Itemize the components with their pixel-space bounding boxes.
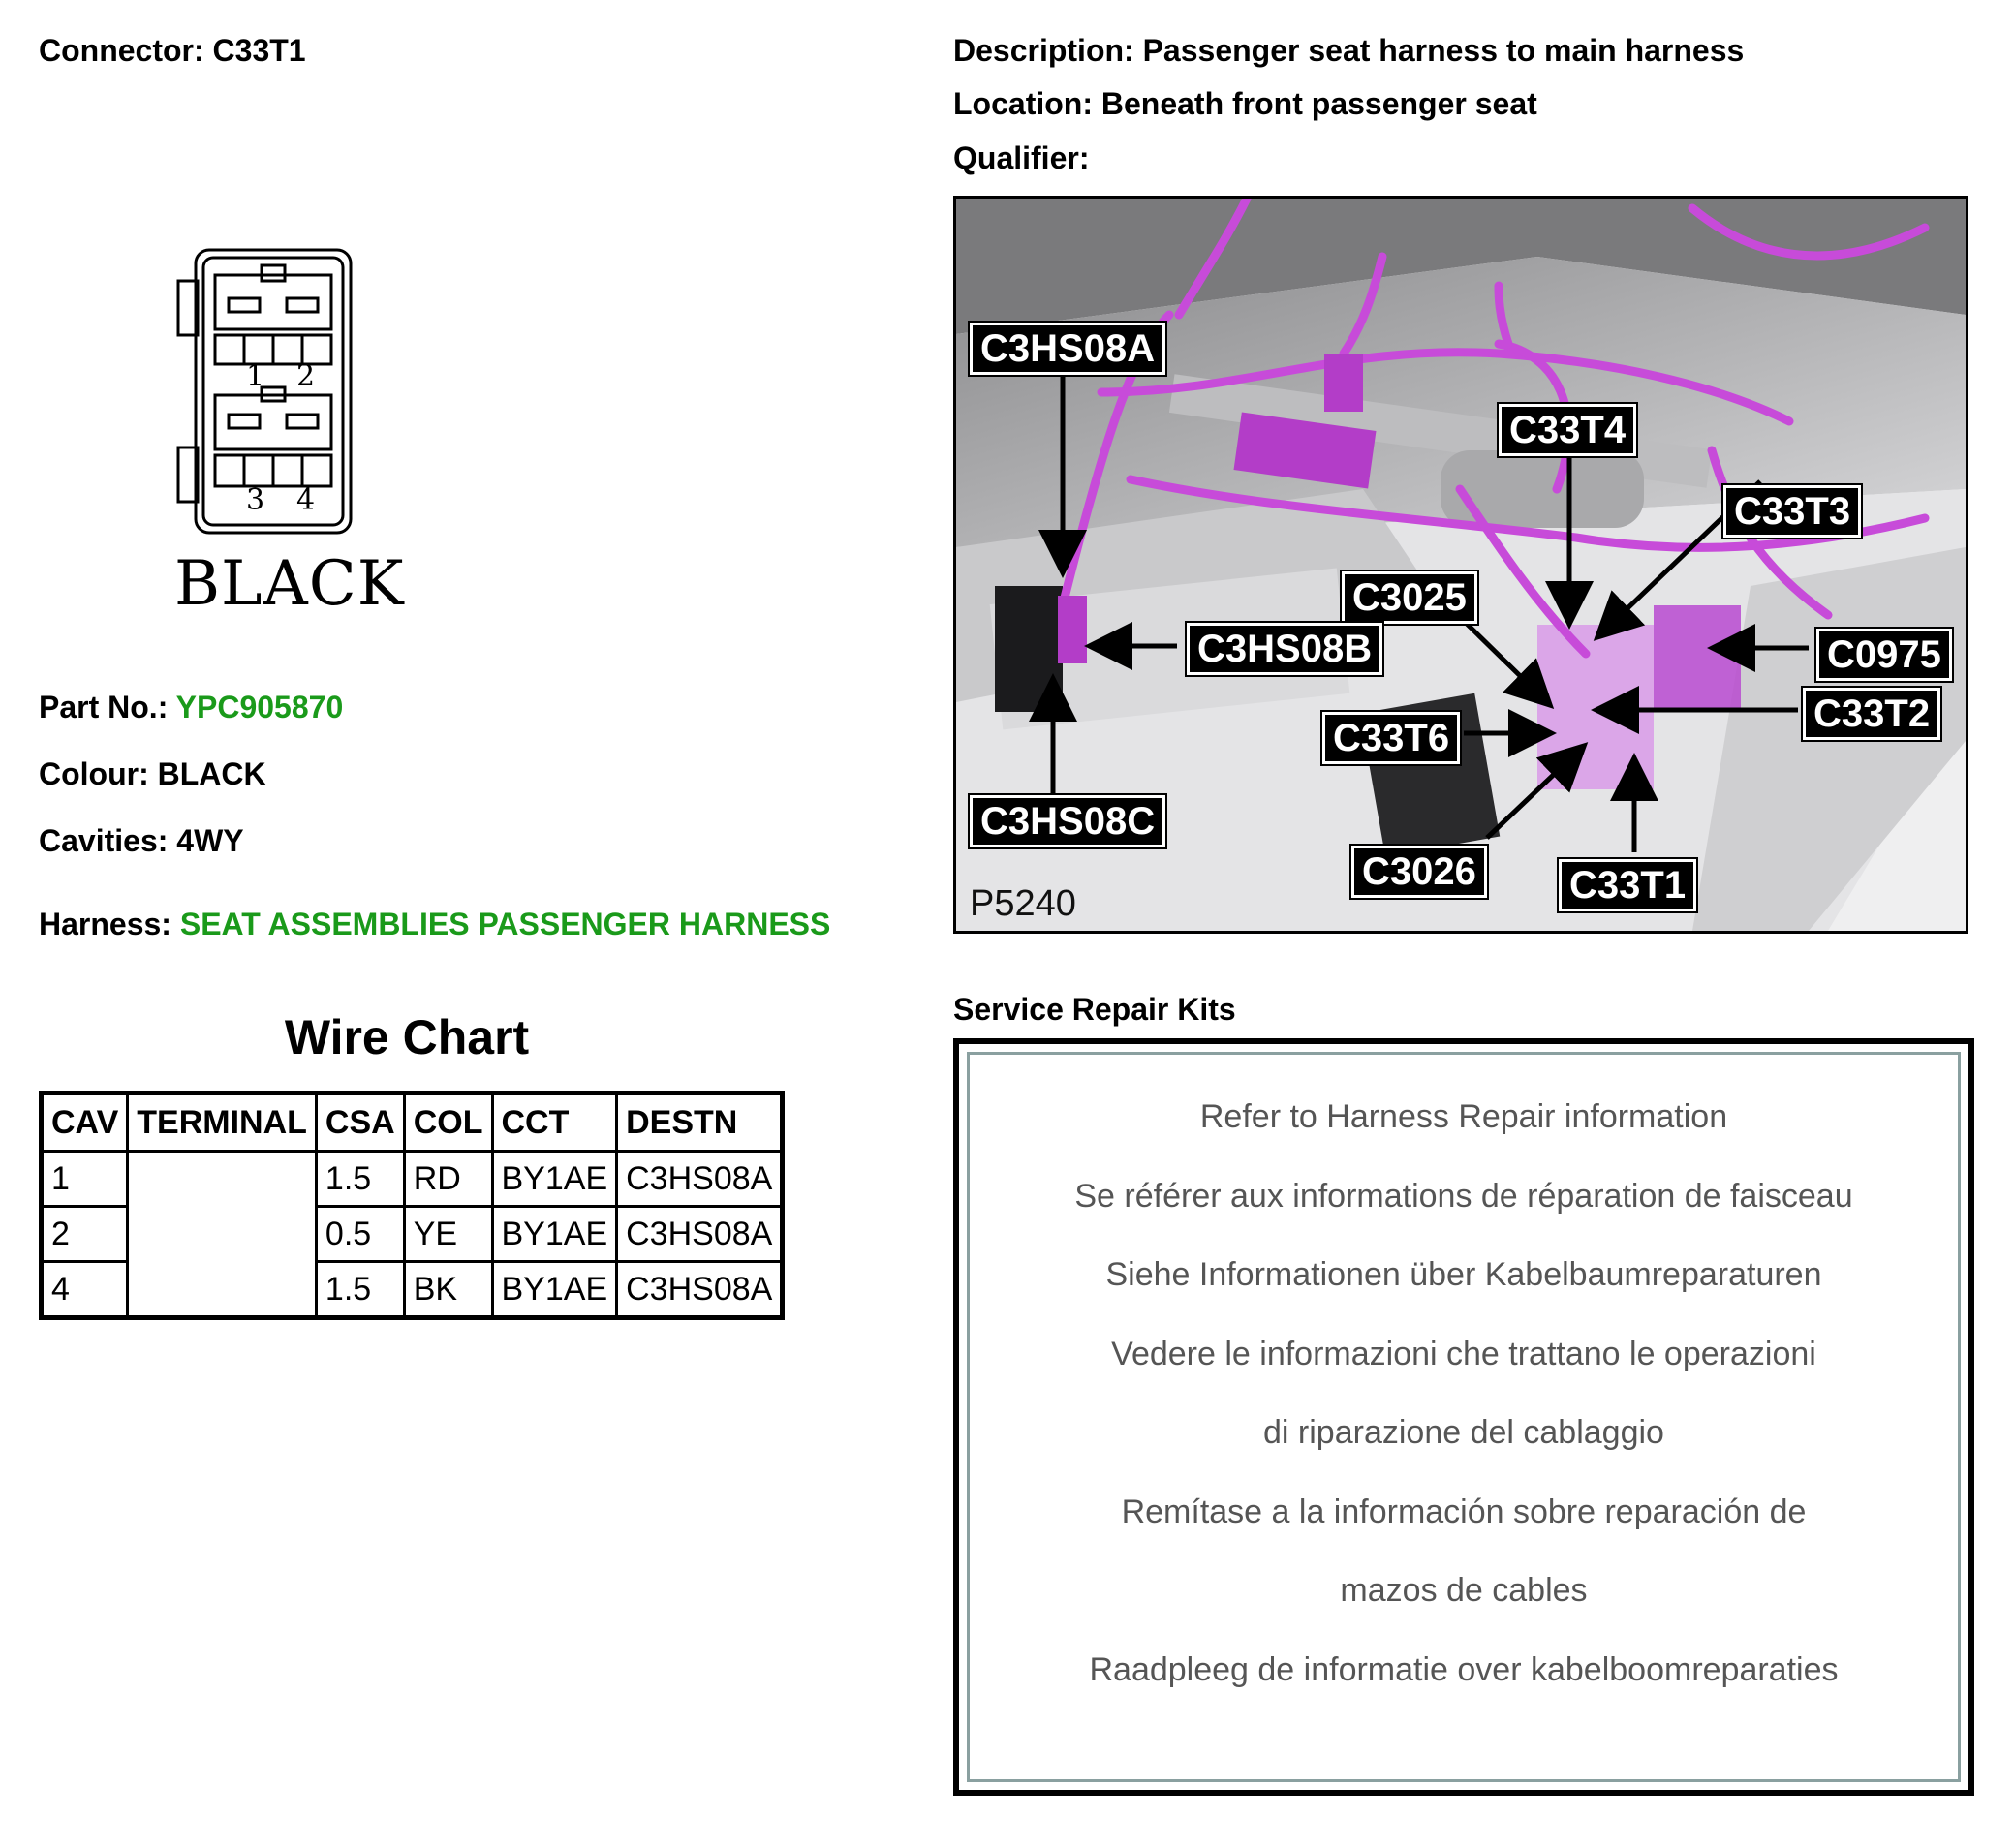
- connector-field: [39, 33, 306, 69]
- description-field: [953, 33, 1744, 69]
- column-header-csa: CSA: [316, 1093, 404, 1152]
- connector-location-photo: [953, 196, 1968, 934]
- repair-info-line: Se référer aux informations de réparation de faisceau: [1074, 1177, 1853, 1215]
- colour-field: [39, 756, 266, 792]
- callout-c3025: C3025: [1342, 571, 1477, 624]
- cavity-number: 1: [246, 359, 265, 393]
- cav-cell: 4: [42, 1262, 128, 1318]
- column-header-terminal: TERMINAL: [128, 1093, 317, 1152]
- cav-cell: 2: [42, 1207, 128, 1262]
- connector-label: Connector:: [39, 33, 204, 68]
- callout-c33t6: C33T6: [1322, 712, 1460, 764]
- callout-c33t2: C33T2: [1803, 688, 1940, 740]
- colour-value: BLACK: [157, 756, 266, 791]
- cavities-value: 4WY: [176, 823, 244, 858]
- csa-cell: 1.5: [316, 1262, 404, 1318]
- callout-c3hs08a: C3HS08A: [970, 323, 1165, 375]
- column-header-cav: CAV: [42, 1093, 128, 1152]
- csa-cell: 0.5: [316, 1207, 404, 1262]
- destn-cell: C3HS08A: [617, 1207, 783, 1262]
- repair-info-line: di riparazione del cablaggio: [1263, 1414, 1664, 1451]
- repair-info-panel: [967, 1052, 1961, 1782]
- cavities-label: Cavities:: [39, 823, 169, 858]
- description-label: Description:: [953, 33, 1134, 68]
- destn-cell: C3HS08A: [617, 1262, 783, 1318]
- column-header-destn: DESTN: [617, 1093, 783, 1152]
- colour-label: Colour:: [39, 756, 149, 791]
- col-cell: RD: [404, 1152, 492, 1207]
- connector-colour-caption: BLACK: [174, 548, 405, 620]
- location-field: [953, 86, 1537, 122]
- cavities-field: [39, 823, 244, 859]
- location-value: Beneath front passenger seat: [1100, 86, 1537, 121]
- repair-info-line: Siehe Informationen über Kabelbaumreparaturen: [1105, 1256, 1822, 1293]
- connector-face-diagram: [172, 242, 366, 547]
- part-no-label: Part No.:: [39, 690, 169, 724]
- connector-value: C33T1: [212, 33, 306, 68]
- destn-cell: C3HS08A: [617, 1152, 783, 1207]
- harness-link[interactable]: SEAT ASSEMBLIES PASSENGER HARNESS: [179, 907, 831, 941]
- cavity-number: 4: [296, 483, 316, 517]
- repair-info-line: mazos de cables: [1340, 1572, 1588, 1609]
- column-header-col: COL: [404, 1093, 492, 1152]
- harness-label: Harness:: [39, 907, 171, 941]
- callout-c3hs08b: C3HS08B: [1187, 623, 1382, 675]
- table-row: [42, 1152, 783, 1207]
- callout-c33t1: C33T1: [1559, 859, 1696, 911]
- csa-cell: 1.5: [316, 1152, 404, 1207]
- terminal-cell: [128, 1152, 317, 1318]
- callout-c33t4: C33T4: [1499, 404, 1636, 456]
- repair-info-line: Raadpleeg de informatie over kabelboomreparaties: [1089, 1650, 1839, 1688]
- repair-info-line: Refer to Harness Repair information: [1199, 1098, 1728, 1135]
- column-header-cct: CCT: [492, 1093, 617, 1152]
- qualifier-label: Qualifier:: [953, 140, 1090, 175]
- col-cell: YE: [404, 1207, 492, 1262]
- photo-reference-id: P5240: [970, 883, 1076, 924]
- cct-cell: BY1AE: [492, 1207, 617, 1262]
- cav-cell: 1: [42, 1152, 128, 1207]
- wire-chart-table: [39, 1091, 785, 1320]
- callout-c33t3: C33T3: [1723, 485, 1861, 538]
- qualifier-field: [953, 140, 1089, 176]
- cct-cell: BY1AE: [492, 1152, 617, 1207]
- callout-c3hs08c: C3HS08C: [970, 795, 1165, 847]
- cavity-number: 3: [246, 483, 265, 517]
- col-cell: BK: [404, 1262, 492, 1318]
- callout-c3026: C3026: [1351, 846, 1487, 898]
- service-repair-kits-title: Service Repair Kits: [953, 992, 1236, 1027]
- table-header-row: [42, 1093, 783, 1152]
- part-no-link[interactable]: YPC905870: [175, 690, 344, 724]
- repair-info-line: Remítase a la información sobre reparación de: [1121, 1493, 1807, 1530]
- description-value: Passenger seat harness to main harness: [1142, 33, 1745, 68]
- repair-info-line: Vedere le informazioni che trattano le operazioni: [1111, 1335, 1816, 1372]
- harness-field: [39, 907, 830, 942]
- wire-chart-title: Wire Chart: [284, 1010, 530, 1064]
- service-repair-kits-box: [953, 1038, 1974, 1796]
- callout-c0975: C0975: [1816, 629, 1952, 681]
- part-no-field: [39, 690, 343, 725]
- cct-cell: BY1AE: [492, 1262, 617, 1318]
- cavity-number: 2: [296, 359, 316, 393]
- location-label: Location:: [953, 86, 1093, 121]
